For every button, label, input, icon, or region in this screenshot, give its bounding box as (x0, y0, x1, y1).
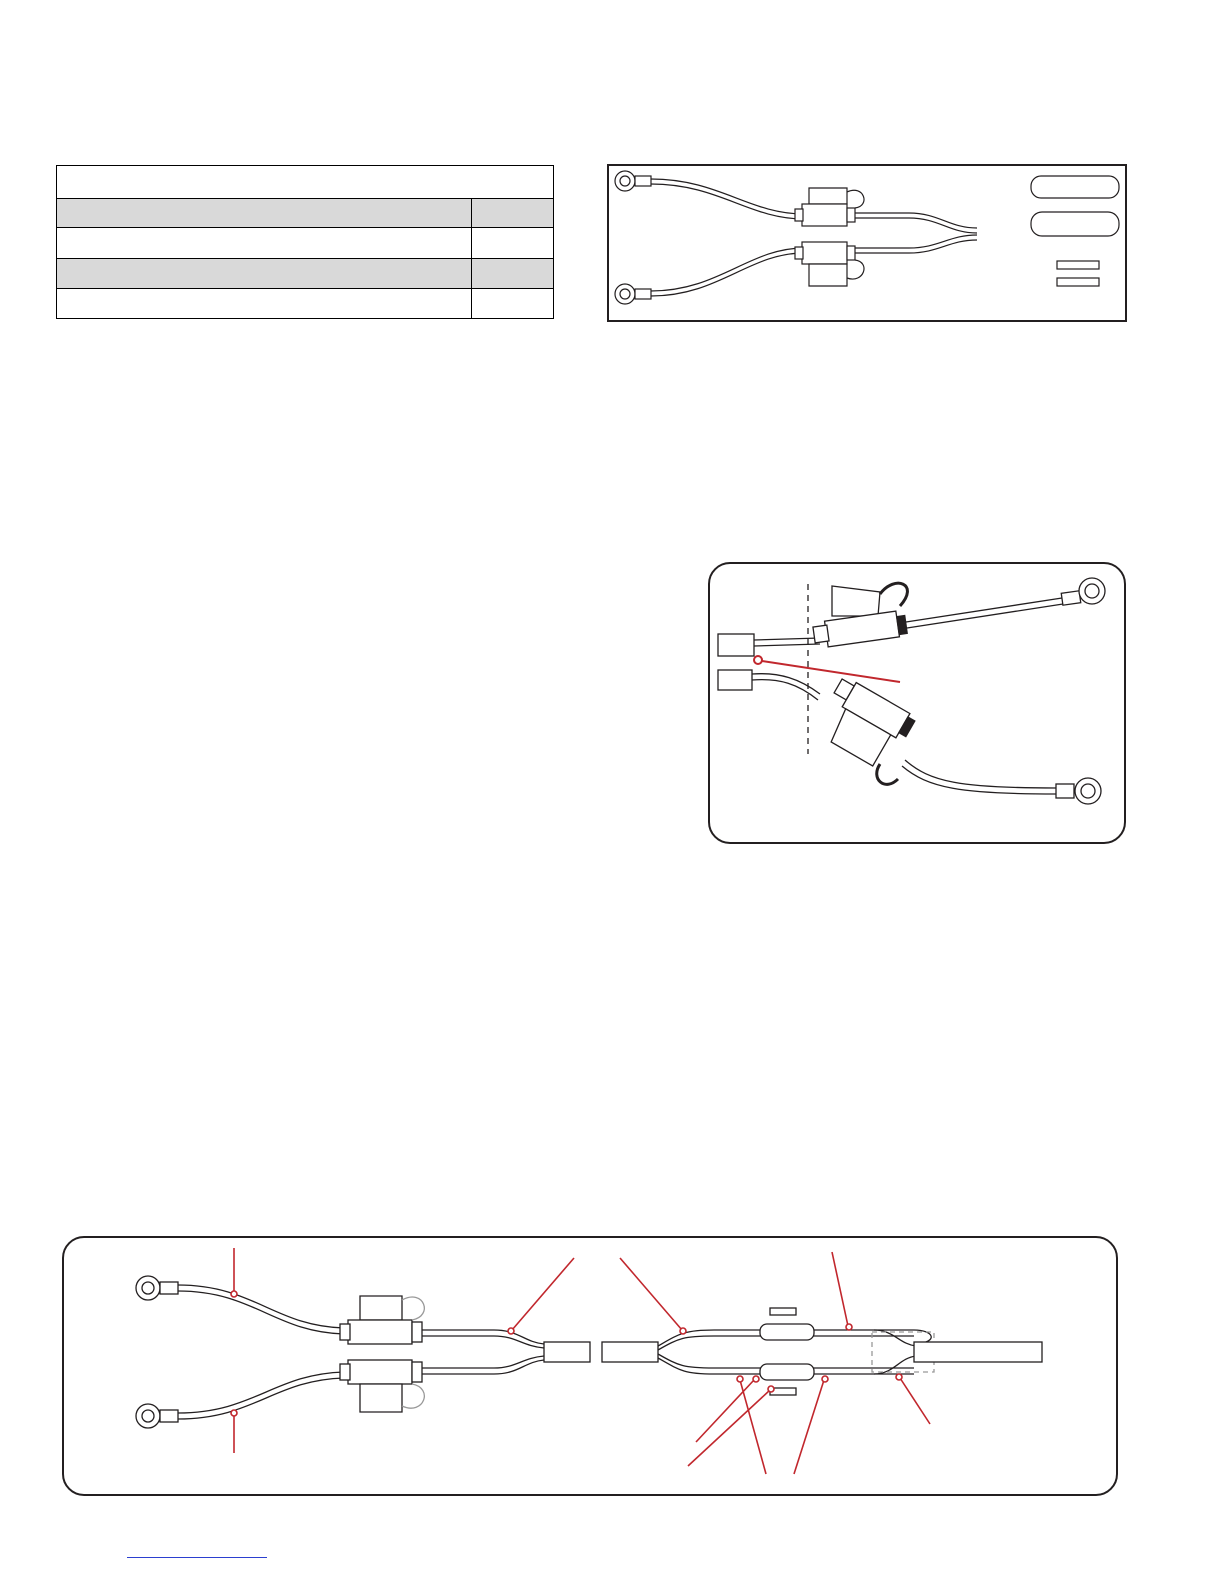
inline-fuse-holder-icon (813, 583, 907, 647)
table-column-divider (471, 289, 472, 318)
butt-connector-icon (770, 1308, 796, 1315)
inline-fuse-holder-icon (340, 1296, 424, 1344)
butt-connector-icon (1057, 261, 1099, 269)
heat-shrink-tube-icon (760, 1364, 814, 1380)
table-column-divider (471, 228, 472, 258)
footer-link[interactable] (127, 1557, 267, 1558)
assembly-diagram-figure (62, 1236, 1118, 1496)
harness-connector-icon (718, 670, 752, 690)
table-column-divider (471, 259, 472, 288)
ring-terminal-icon (136, 1404, 160, 1428)
harness-plug-icon (544, 1342, 590, 1362)
butt-connector-icon (1057, 278, 1099, 286)
harness-connector-icon (718, 634, 754, 656)
ring-terminal-icon (615, 171, 635, 191)
heat-shrink-tube-icon (1031, 176, 1119, 198)
callout-leader (754, 656, 900, 682)
kit-contents-figure (607, 164, 1127, 322)
table-row (57, 288, 553, 318)
connection-detail-figure (708, 562, 1126, 844)
table-row (57, 258, 553, 288)
inline-fuse-holder-icon (795, 242, 864, 286)
assembly-diagram-illustration (64, 1238, 1116, 1494)
table-column-divider (471, 199, 472, 227)
parts-table (56, 165, 554, 319)
inline-fuse-holder-icon (812, 676, 917, 773)
ring-terminal-icon (1075, 778, 1101, 804)
ring-terminal-icon (615, 284, 635, 304)
ring-terminal-icon (1079, 578, 1105, 604)
vehicle-harness-icon (914, 1342, 1042, 1362)
table-row (57, 227, 553, 258)
table-row (57, 198, 553, 227)
heat-shrink-tube-icon (760, 1324, 814, 1340)
ring-terminal-icon (136, 1276, 160, 1300)
inline-fuse-holder-icon (340, 1360, 424, 1412)
connection-detail-illustration (710, 564, 1124, 842)
heat-shrink-tube-icon (1031, 212, 1119, 236)
inline-fuse-holder-icon (795, 188, 864, 226)
kit-contents-illustration (609, 166, 1125, 320)
harness-plug-icon (602, 1342, 658, 1362)
